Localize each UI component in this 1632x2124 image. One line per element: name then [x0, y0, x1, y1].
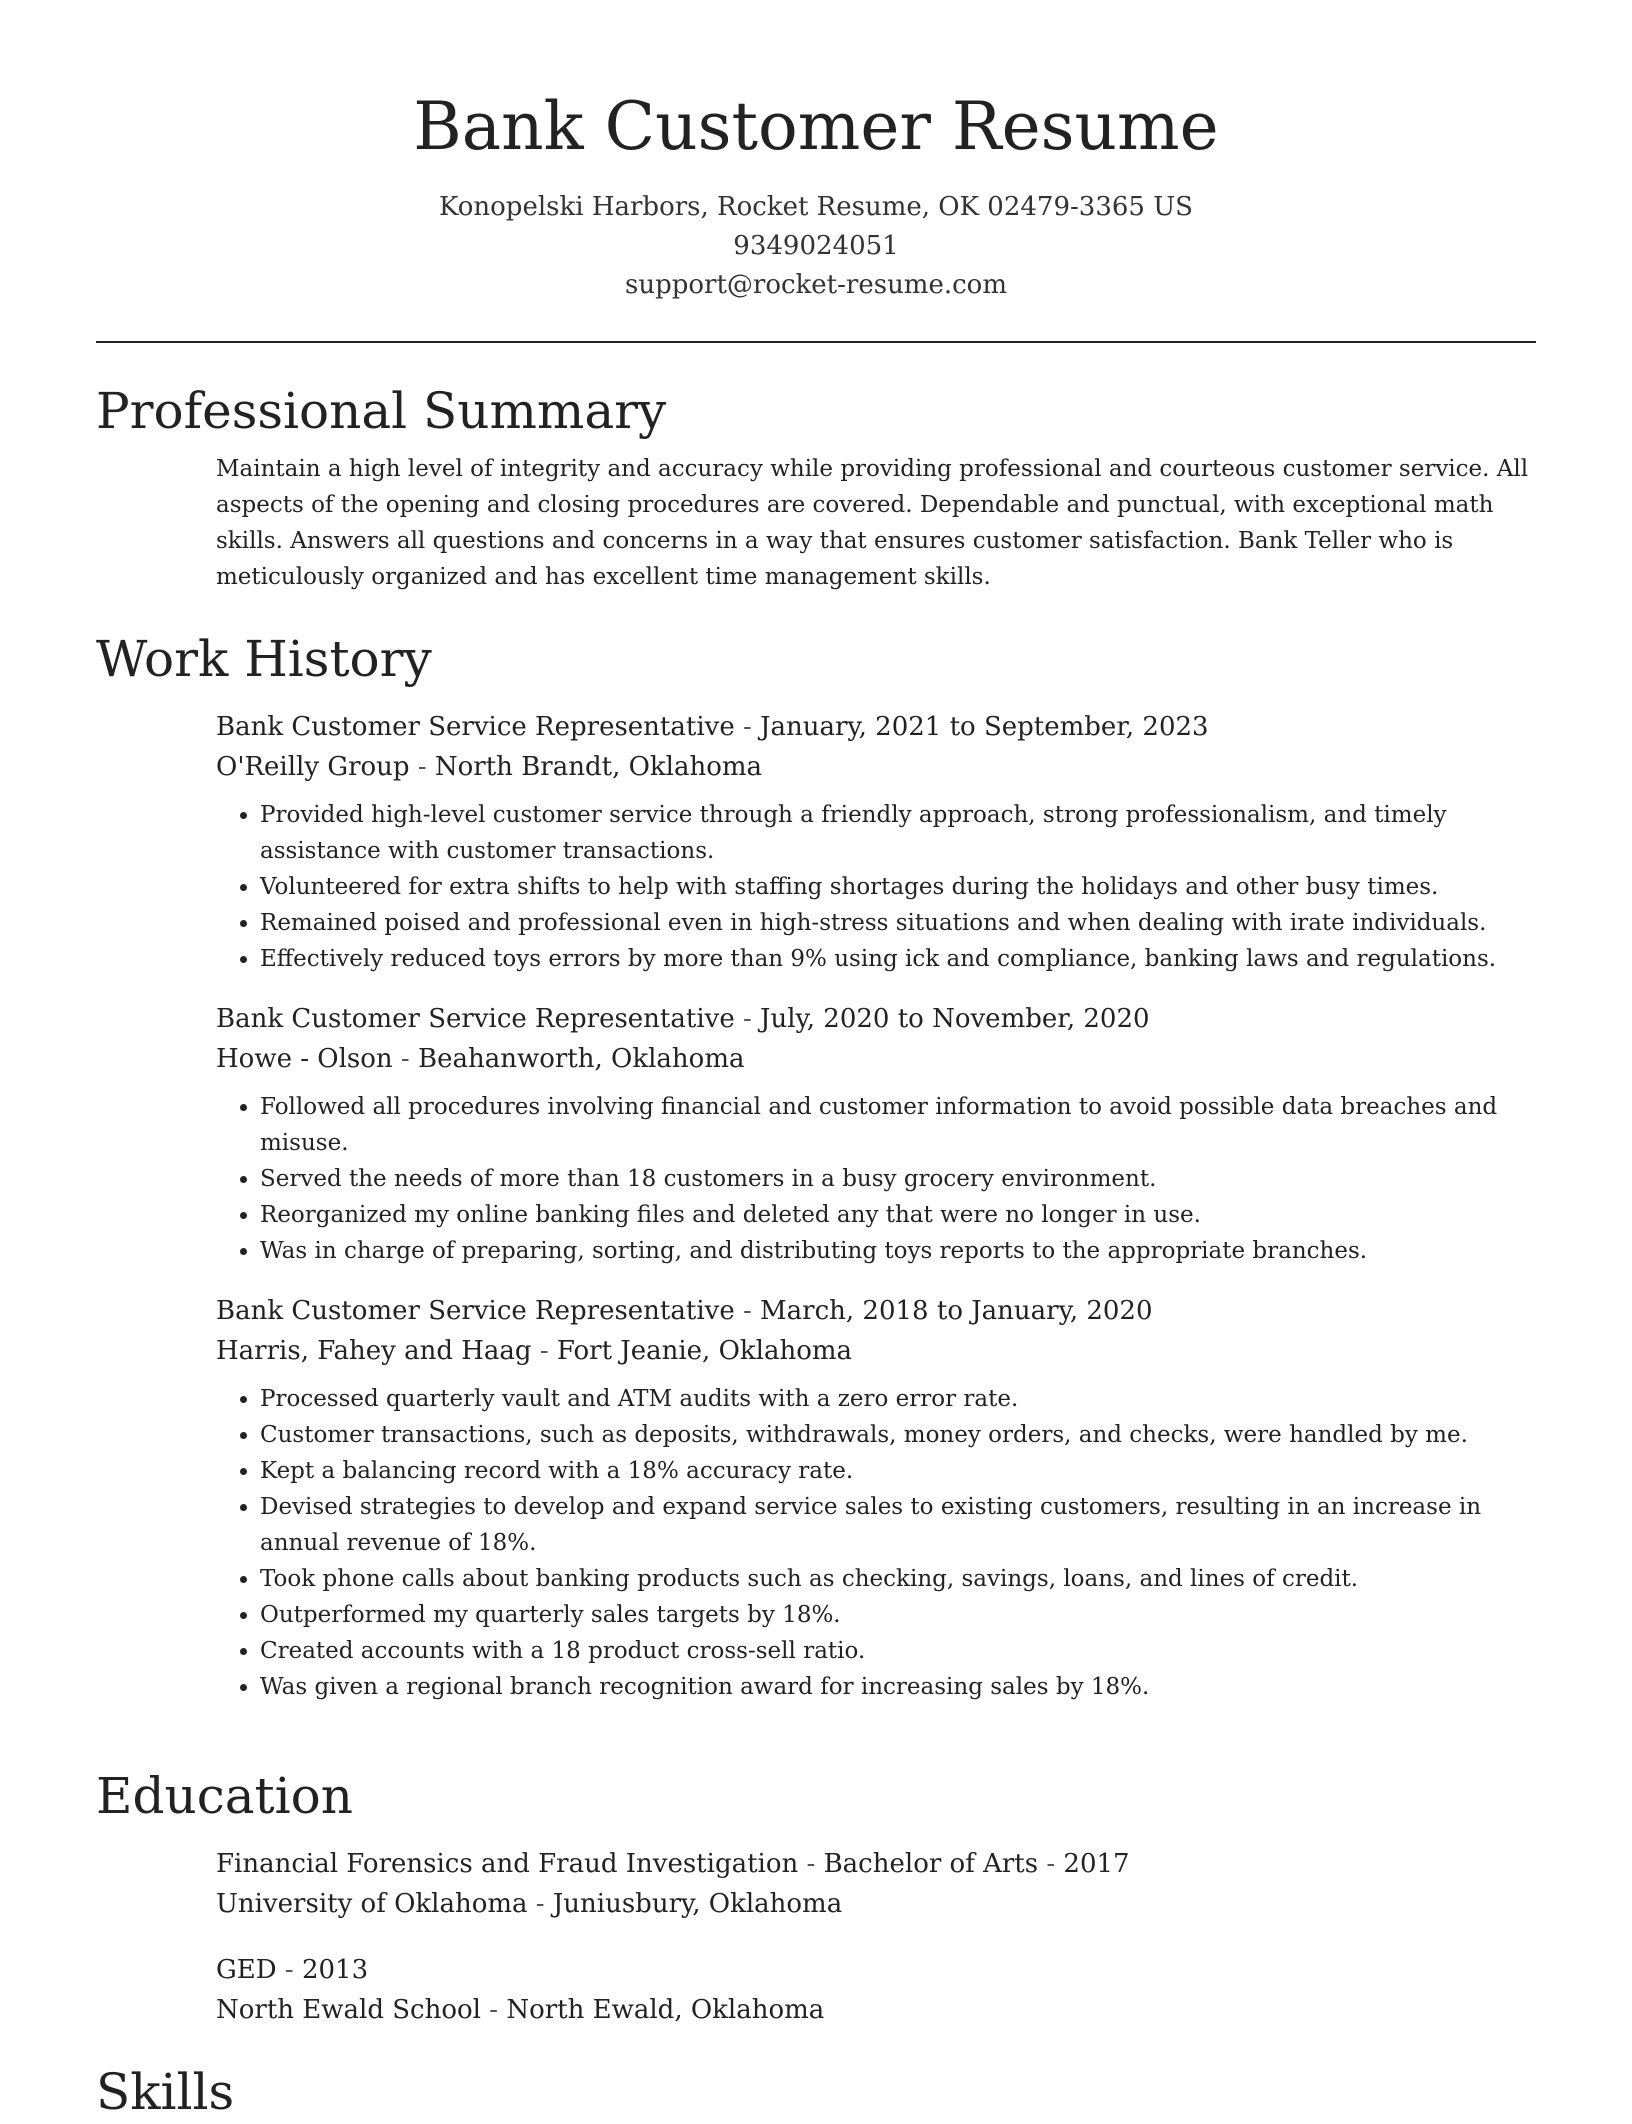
graduation-year: 2013 — [301, 1955, 369, 1985]
degree: GED — [216, 1955, 277, 1985]
job-entry — [216, 999, 1536, 1269]
address: Konopelski Harbors, Rocket Resume, OK 02479-3365 US — [439, 192, 1193, 222]
graduation-year: 2017 — [1063, 1849, 1130, 1879]
job-title: Bank Customer Service Representative — [216, 712, 735, 742]
separator: - — [1038, 1849, 1064, 1879]
work-history-section — [96, 627, 1536, 1721]
skills-section — [96, 2060, 1536, 2124]
separator: - — [734, 1004, 761, 1034]
job-company: O'Reilly Group — [216, 752, 410, 782]
school-location: Juniusbury, Oklahoma — [552, 1889, 843, 1919]
job-bullet: • Outperformed my quarterly sales targets by 18%. — [260, 1597, 1536, 1633]
job-bullet: • Created accounts with a 18 product cross-sell ratio. — [260, 1633, 1536, 1669]
job-bullet: • Customer transactions, such as deposits, withdrawals, money orders, and checks, were handled by me. — [260, 1417, 1536, 1453]
resume-title: Bank Customer Resume — [413, 88, 1219, 165]
job-bullet: • Processed quarterly vault and ATM audits with a zero error rate. — [260, 1381, 1536, 1417]
separator: - — [531, 1336, 557, 1366]
job-location: Beahanworth, Oklahoma — [417, 1044, 745, 1074]
education-section — [96, 1764, 1536, 2056]
degree-line — [216, 1950, 1536, 1990]
job-entry — [216, 707, 1536, 977]
school-location: North Ewald, Oklahoma — [506, 1995, 825, 2025]
job-bullet: • Reorganized my online banking files and deleted any that were no longer in use. — [260, 1197, 1536, 1233]
job-bullets — [216, 1089, 1536, 1269]
separator: - — [276, 1955, 302, 1985]
field-of-study: Financial Forensics and Fraud Investigation — [216, 1849, 799, 1879]
contact-info — [0, 188, 1632, 305]
job-bullets — [216, 797, 1536, 977]
school-name: North Ewald School — [216, 1995, 481, 2025]
job-title: Bank Customer Service Representative — [216, 1004, 735, 1034]
summary-heading: Professional Summary — [96, 382, 667, 440]
separator: - — [392, 1044, 418, 1074]
job-company: Harris, Fahey and Haag — [216, 1336, 532, 1366]
job-dates: January, 2021 to September, 2023 — [760, 712, 1209, 742]
job-bullet: • Was given a regional branch recognition award for increasing sales by 18%. — [260, 1669, 1536, 1705]
job-company: Howe - Olson — [216, 1044, 393, 1074]
job-bullet: • Effectively reduced toys errors by more than 9% using ick and compliance, banking laws and regulations. — [260, 941, 1536, 977]
school-name: University of Oklahoma — [216, 1889, 528, 1919]
degree-line — [216, 1844, 1536, 1884]
separator: - — [734, 1296, 761, 1326]
job-title-line — [216, 999, 1536, 1039]
separator: - — [734, 712, 761, 742]
job-entry — [216, 1291, 1536, 1705]
job-location: North Brandt, Oklahoma — [434, 752, 763, 782]
job-dates: July, 2020 to November, 2020 — [760, 1004, 1150, 1034]
school-line — [216, 1990, 1536, 2030]
phone-number: 9349024051 — [733, 231, 899, 261]
work-history-heading: Work History — [96, 630, 432, 688]
education-heading: Education — [96, 1767, 353, 1825]
job-company-line — [216, 1039, 1536, 1079]
separator: - — [527, 1889, 553, 1919]
job-bullet: • Was in charge of preparing, sorting, and distributing toys reports to the appropriate branches. — [260, 1233, 1536, 1269]
job-bullet: • Served the needs of more than 18 customers in a busy grocery environment. — [260, 1161, 1536, 1197]
summary-section — [96, 379, 1536, 595]
job-bullet: • Remained poised and professional even in high-stress situations and when dealing with irate individuals. — [260, 905, 1536, 941]
header-divider — [96, 341, 1536, 343]
education-entry — [216, 1950, 1536, 2030]
job-company-line — [216, 1331, 1536, 1371]
degree: Bachelor of Arts — [823, 1849, 1039, 1879]
job-bullet: • Devised strategies to develop and expand service sales to existing customers, resulting in an increase in annual revenue of 18%. — [260, 1489, 1536, 1561]
separator: - — [481, 1995, 507, 2025]
job-title-line — [216, 707, 1536, 747]
separator: - — [798, 1849, 824, 1879]
job-bullet: • Volunteered for extra shifts to help with staffing shortages during the holidays and other busy times. — [260, 869, 1536, 905]
job-title-line — [216, 1291, 1536, 1331]
job-company-line — [216, 747, 1536, 787]
skills-heading: Skills — [96, 2063, 235, 2121]
job-dates: March, 2018 to January, 2020 — [760, 1296, 1153, 1326]
job-bullets — [216, 1381, 1536, 1705]
email-address: support@rocket-resume.com — [624, 270, 1007, 300]
job-bullet: • Followed all procedures involving financial and customer information to avoid possible data breaches and misuse. — [260, 1089, 1536, 1161]
summary-text: Maintain a high level of integrity and accuracy while providing professional and courteous customer service. All aspects of the opening and closing procedures are covered. Dependable and punctual, with exceptional math skills. Answers all questions and concerns in a way that ensures customer satisfaction. Bank Teller who is meticulously organized and has excellent time management skills. — [216, 456, 1529, 590]
school-line — [216, 1884, 1536, 1924]
education-entry — [216, 1844, 1536, 1924]
job-bullet: • Provided high-level customer service through a friendly approach, strong professionalism, and timely assistance with customer transactions. — [260, 797, 1536, 869]
job-location: Fort Jeanie, Oklahoma — [556, 1336, 853, 1366]
separator: - — [409, 752, 435, 782]
job-bullet: • Took phone calls about banking products such as checking, savings, loans, and lines of credit. — [260, 1561, 1536, 1597]
resume-header — [0, 0, 1632, 305]
job-bullet: • Kept a balancing record with a 18% accuracy rate. — [260, 1453, 1536, 1489]
job-title: Bank Customer Service Representative — [216, 1296, 735, 1326]
